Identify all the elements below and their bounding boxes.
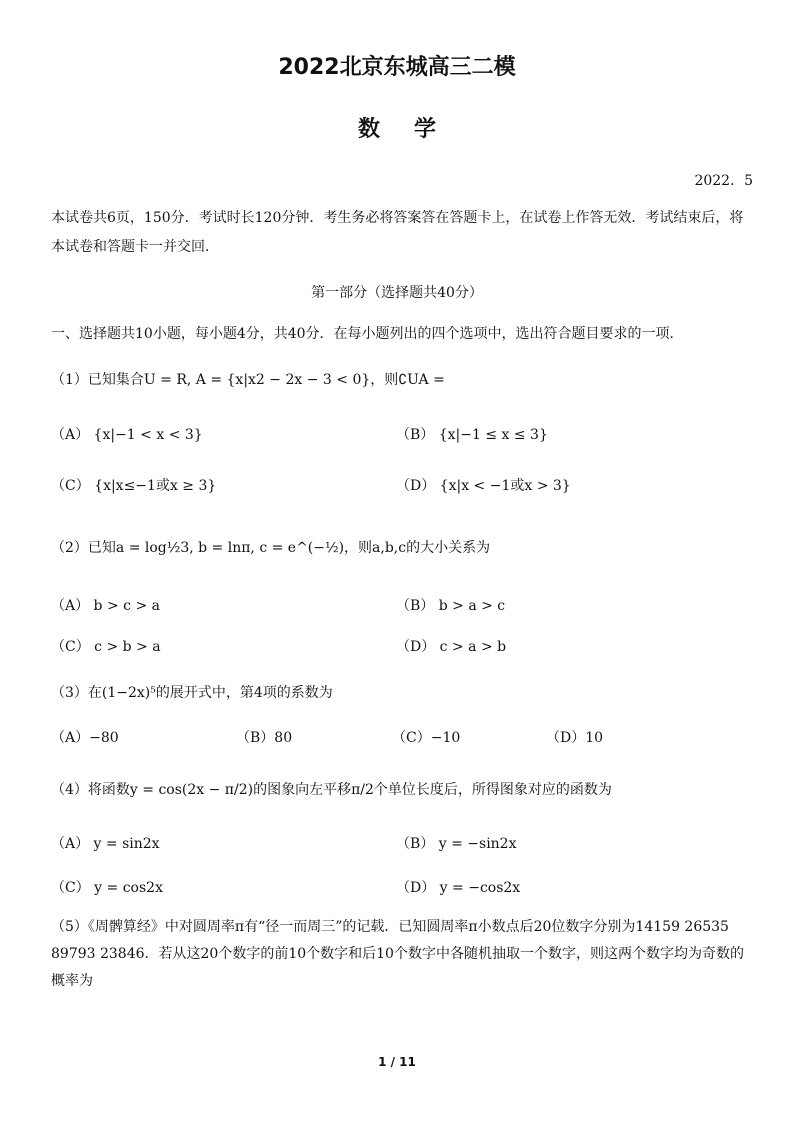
question-1-option-c: （C） {x|x≤−1或x ≥ 3} — [51, 478, 217, 494]
page-number: 1 / 11 — [378, 1055, 416, 1069]
question-1-stem: （1）已知集合U = R, A = {x|x2 − 2x − 3 < 0}，则∁UA = — [51, 372, 445, 388]
question-1-option-a: （A） {x|−1 < x < 3} — [51, 427, 203, 443]
question-5-stem: （5）《周髀算经》中对圆周率π有“径一而周三”的记载．已知圆周率π小数点后20位数字分别为14159 26535 89793 23846．若从这20个数字的前10个数字和后10个数字中各随机抽取一个数字，则这两个数字均为奇数的概率为 — [51, 919, 744, 989]
question-4-stem: （4）将函数y = cos(2x − π/2)的图象向左平移π/2个单位长度后，所得图象对应的函数为 — [51, 782, 612, 798]
question-2-option-c: （C） c > b > a — [51, 639, 161, 655]
question-4-option-d: （D） y = −cos2x — [396, 880, 521, 896]
section-heading: 一、选择题共10小题，每小题4分，共40分．在每小题列出的四个选项中，选出符合题目要求的一项． — [51, 326, 684, 342]
question-3-option-c: （C）−10 — [392, 730, 461, 746]
question-2-option-b: （B） b > a > c — [396, 598, 506, 614]
question-3-option-a: （A）−80 — [51, 730, 119, 746]
exam-date: 2022．5 — [694, 173, 753, 189]
question-3-stem: （3）在(1−2x)⁵的展开式中，第4项的系数为 — [51, 685, 333, 701]
question-4-option-a: （A） y = sin2x — [51, 836, 160, 852]
question-1-option-d: （D） {x|x < −1或x > 3} — [396, 478, 571, 494]
question-3-option-b: （B）80 — [236, 730, 293, 746]
exam-instructions: 本试卷共6页，150分．考试时长120分钟．考生务必将答案答在答题卡上，在试卷上作答无效．考试结束后，将本试卷和答题卡一并交回． — [51, 210, 744, 255]
question-1-option-b: （B） {x|−1 ≤ x ≤ 3} — [396, 427, 548, 443]
question-2-option-d: （D） c > a > b — [396, 639, 507, 655]
question-3-option-d: （D）10 — [546, 730, 604, 746]
part-title: 第一部分（选择题共40分） — [311, 285, 483, 301]
subject-title: 数学 — [357, 117, 470, 142]
question-2-option-a: （A） b > c > a — [51, 598, 160, 614]
question-2-stem: （2）已知a = log½3, b = lnπ, c = e^(−½)，则a,b,c的大小关系为 — [51, 540, 491, 556]
question-4-option-b: （B） y = −sin2x — [396, 836, 517, 852]
exam-title: 2022北京东城高三二模 — [278, 55, 516, 80]
question-4-option-c: （C） y = cos2x — [51, 880, 163, 896]
